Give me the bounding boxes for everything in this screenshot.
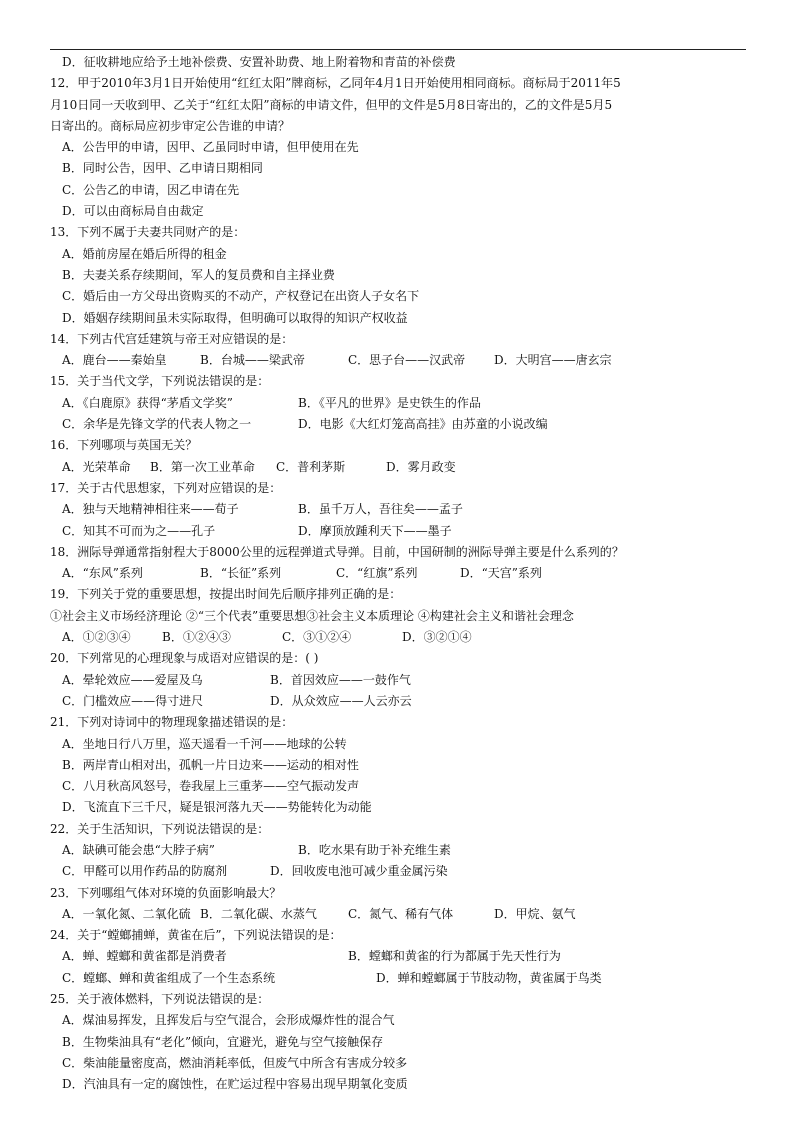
question-stem bbox=[50, 435, 746, 456]
line-text: D．飞流直下三千尺，疑是银河落九天——势能转化为动能 bbox=[62, 800, 372, 815]
answer-options bbox=[50, 627, 746, 648]
question-stem bbox=[50, 648, 746, 669]
line-text: 14．下列古代宫廷建筑与帝王对应错误的是： bbox=[50, 331, 294, 346]
line-text: B．生物柴油具有“老化”倾向，宜避光，避免与空气接触保存 bbox=[62, 1034, 384, 1049]
answer-options bbox=[50, 137, 746, 158]
answer-options bbox=[50, 180, 746, 201]
question-stem bbox=[50, 478, 746, 499]
line-text: 12．甲于2010年3月1日开始使用“红红太阳”牌商标，乙同年4月1日开始使用相同商标。商标局于2011年5 bbox=[50, 76, 621, 91]
answer-options bbox=[50, 861, 746, 882]
line-text: B．夫妻关系存续期间，军人的复员费和自主择业费 bbox=[62, 267, 335, 282]
line-text: D．征收耕地应给予土地补偿费、安置补助费、地上附着物和青苗的补偿费 bbox=[62, 55, 456, 69]
option-item: A．蝉、螳螂和黄雀都是消费者 bbox=[62, 949, 227, 964]
option-item: A．“东风”系列 bbox=[62, 566, 143, 581]
answer-options bbox=[50, 244, 746, 265]
option-item: B．“长征”系列 bbox=[200, 566, 282, 581]
option-item: D．大明宫——唐玄宗 bbox=[494, 353, 612, 368]
question-stem bbox=[50, 712, 746, 733]
line-text: A．煤油易挥发，且挥发后与空气混合，会形成爆炸性的混合气 bbox=[62, 1013, 395, 1028]
option-item: C．普利茅斯 bbox=[276, 459, 346, 474]
question-list bbox=[50, 52, 746, 1096]
option-item: C．思子台——汉武帝 bbox=[348, 353, 466, 368]
answer-options bbox=[50, 308, 746, 329]
option-item: A．光荣革命 bbox=[62, 459, 131, 474]
option-item: A．缺碘可能会患“大脖子病” bbox=[62, 842, 215, 857]
line-text: 21．下列对诗词中的物理现象描述错误的是： bbox=[50, 715, 294, 730]
option-item: A．《白鹿原》获得“茅盾文学奖” bbox=[62, 395, 233, 410]
option-item: B．①②④③ bbox=[162, 630, 231, 645]
option-item: B．首因效应——一鼓作气 bbox=[270, 672, 411, 687]
question-continuation bbox=[50, 95, 746, 116]
answer-options bbox=[50, 414, 746, 435]
option-item: C．余华是先锋文学的代表人物之一 bbox=[62, 417, 252, 432]
option-item: D．蝉和螳螂属于节肢动物，黄雀属于鸟类 bbox=[376, 970, 602, 985]
line-text: 24．关于“螳螂捕蝉，黄雀在后”，下列说法错误的是： bbox=[50, 928, 342, 943]
option-item: A．晕轮效应——爱屋及乌 bbox=[62, 672, 203, 687]
answer-options bbox=[50, 1074, 746, 1095]
line-text: 18．洲际导弹通常指射程大于8000公里的远程弹道式导弹。目前，中国研制的洲际导弹主要是什么系列的？ bbox=[50, 544, 624, 559]
line-text: C．柴油能量密度高，燃油消耗率低，但废气中所含有害成分较多 bbox=[62, 1055, 408, 1070]
question-continuation bbox=[50, 116, 746, 137]
option-item: D．③②①④ bbox=[402, 630, 472, 645]
line-text: B．同时公告，因甲、乙申请日期相同 bbox=[62, 161, 263, 176]
line-text: 13．下列不属于夫妻共同财产的是： bbox=[50, 225, 246, 240]
option-item: B．《平凡的世界》是史铁生的作品 bbox=[298, 395, 481, 410]
answer-options bbox=[50, 265, 746, 286]
option-item: C．甲醛可以用作药品的防腐剂 bbox=[62, 864, 228, 879]
answer-options bbox=[50, 521, 746, 542]
question-stem bbox=[50, 222, 746, 243]
line-text: A．坐地日行八万里，巡天遥看一千河——地球的公转 bbox=[62, 736, 347, 751]
line-text: C．八月秋高风怒号，卷我屋上三重茅——空气振动发声 bbox=[62, 779, 360, 794]
line-text: C．公告乙的申请，因乙申请在先 bbox=[62, 182, 240, 197]
option-item: D．电影《大红灯笼高高挂》由苏童的小说改编 bbox=[298, 417, 548, 432]
answer-options bbox=[50, 755, 746, 776]
option-item: C．“红旗”系列 bbox=[336, 566, 418, 581]
answer-options bbox=[50, 350, 746, 371]
question-stem bbox=[50, 371, 746, 392]
option-item: B．虽千万人，吾往矣——孟子 bbox=[298, 502, 463, 517]
answer-options bbox=[50, 393, 746, 414]
line-text: C．婚后由一方父母出资购买的不动产，产权登记在出资人子女名下 bbox=[62, 289, 420, 304]
question-stem bbox=[50, 925, 746, 946]
answer-options bbox=[50, 946, 746, 967]
answer-options bbox=[50, 1010, 746, 1031]
line-text: A．婚前房屋在婚后所得的租金 bbox=[62, 246, 227, 261]
answer-options bbox=[50, 563, 746, 584]
option-item: D．雾月政变 bbox=[386, 459, 456, 474]
header-rule bbox=[50, 49, 746, 50]
question-stem bbox=[50, 73, 746, 94]
answer-options bbox=[50, 776, 746, 797]
option-item: B．吃水果有助于补充维生素 bbox=[298, 842, 451, 857]
line-text: ①社会主义市场经济理论 ②“三个代表”重要思想③社会主义本质理论 ④构建社会主义和谐社会理念 bbox=[50, 608, 574, 623]
answer-options bbox=[50, 904, 746, 925]
question-stem bbox=[50, 989, 746, 1010]
answer-options bbox=[50, 1053, 746, 1074]
option-item: C．③①②④ bbox=[282, 630, 352, 645]
line-text: D．婚姻存续期间虽未实际取得，但明确可以取得的知识产权收益 bbox=[62, 310, 408, 325]
option-item: D．回收废电池可减少重金属污染 bbox=[270, 864, 448, 879]
line-text: 16．下列哪项与英国无关？ bbox=[50, 438, 198, 453]
line-text: 15．关于当代文学，下列说法错误的是： bbox=[50, 374, 270, 389]
line-text: 19．下列关于党的重要思想，按提出时间先后顺序排列正确的是： bbox=[50, 587, 402, 602]
option-item: D．“天宫”系列 bbox=[460, 566, 542, 581]
answer-options bbox=[50, 158, 746, 179]
answer-options bbox=[50, 1032, 746, 1053]
option-item: A．①②③④ bbox=[62, 630, 131, 645]
line-text: D．汽油具有一定的腐蚀性，在贮运过程中容易出现早期氧化变质 bbox=[62, 1077, 408, 1092]
answer-options bbox=[50, 286, 746, 307]
line-text: 20．下列常见的心理现象与成语对应错误的是：( ) bbox=[50, 651, 319, 666]
answer-options bbox=[50, 734, 746, 755]
option-item: D．甲烷、氨气 bbox=[494, 906, 576, 921]
line-text: D．可以由商标局自由裁定 bbox=[62, 204, 204, 219]
option-item: C．氮气、稀有气体 bbox=[348, 906, 454, 921]
answer-options bbox=[50, 457, 746, 478]
line-text: 月10日同一天收到甲、乙关于“红红太阳”商标的申请文件，但甲的文件是5月8日寄出的，乙的文件是5月5 bbox=[50, 97, 613, 112]
option-item: B．台城——梁武帝 bbox=[200, 353, 305, 368]
question-stem bbox=[50, 584, 746, 605]
line-text: B．两岸青山相对出，孤帆一片日边来——运动的相对性 bbox=[62, 757, 359, 772]
option-item: A．独与天地精神相往来——荀子 bbox=[62, 502, 239, 517]
question-stem bbox=[50, 819, 746, 840]
option-item: B．螳螂和黄雀的行为都属于先天性行为 bbox=[348, 949, 561, 964]
answer-options bbox=[50, 52, 746, 73]
option-item: D．从众效应——人云亦云 bbox=[270, 693, 412, 708]
option-item: A．一氧化氮、二氧化硫 bbox=[62, 906, 191, 921]
answer-options bbox=[50, 670, 746, 691]
option-item: C．螳螂、蝉和黄雀组成了一个生态系统 bbox=[62, 970, 276, 985]
option-item: A．鹿台——秦始皇 bbox=[62, 353, 167, 368]
question-stem bbox=[50, 542, 746, 563]
option-item: C．知其不可而为之——孔子 bbox=[62, 523, 216, 538]
line-text: 25．关于液体燃料，下列说法错误的是： bbox=[50, 992, 270, 1007]
option-item: B．第一次工业革命 bbox=[150, 459, 255, 474]
answer-options bbox=[50, 797, 746, 818]
line-text: 23．下列哪组气体对环境的负面影响最大？ bbox=[50, 885, 282, 900]
answer-options bbox=[50, 201, 746, 222]
answer-options bbox=[50, 691, 746, 712]
option-item: C．门槛效应——得寸进尺 bbox=[62, 693, 204, 708]
line-text: 日寄出的。商标局应初步审定公告谁的申请？ bbox=[50, 118, 291, 133]
line-text: 22．关于生活知识，下列说法错误的是： bbox=[50, 821, 270, 836]
answer-options bbox=[50, 840, 746, 861]
option-item: D．摩顶放踵利天下——墨子 bbox=[298, 523, 452, 538]
question-stem bbox=[50, 883, 746, 904]
answer-options bbox=[50, 499, 746, 520]
line-text: A．公告甲的申请，因甲、乙虽同时申请，但甲使用在先 bbox=[62, 140, 359, 155]
question-stem bbox=[50, 329, 746, 350]
answer-options bbox=[50, 968, 746, 989]
line-text: 17．关于古代思想家，下列对应错误的是： bbox=[50, 480, 282, 495]
question-continuation bbox=[50, 606, 746, 627]
option-item: B．二氧化碳、水蒸气 bbox=[200, 906, 317, 921]
